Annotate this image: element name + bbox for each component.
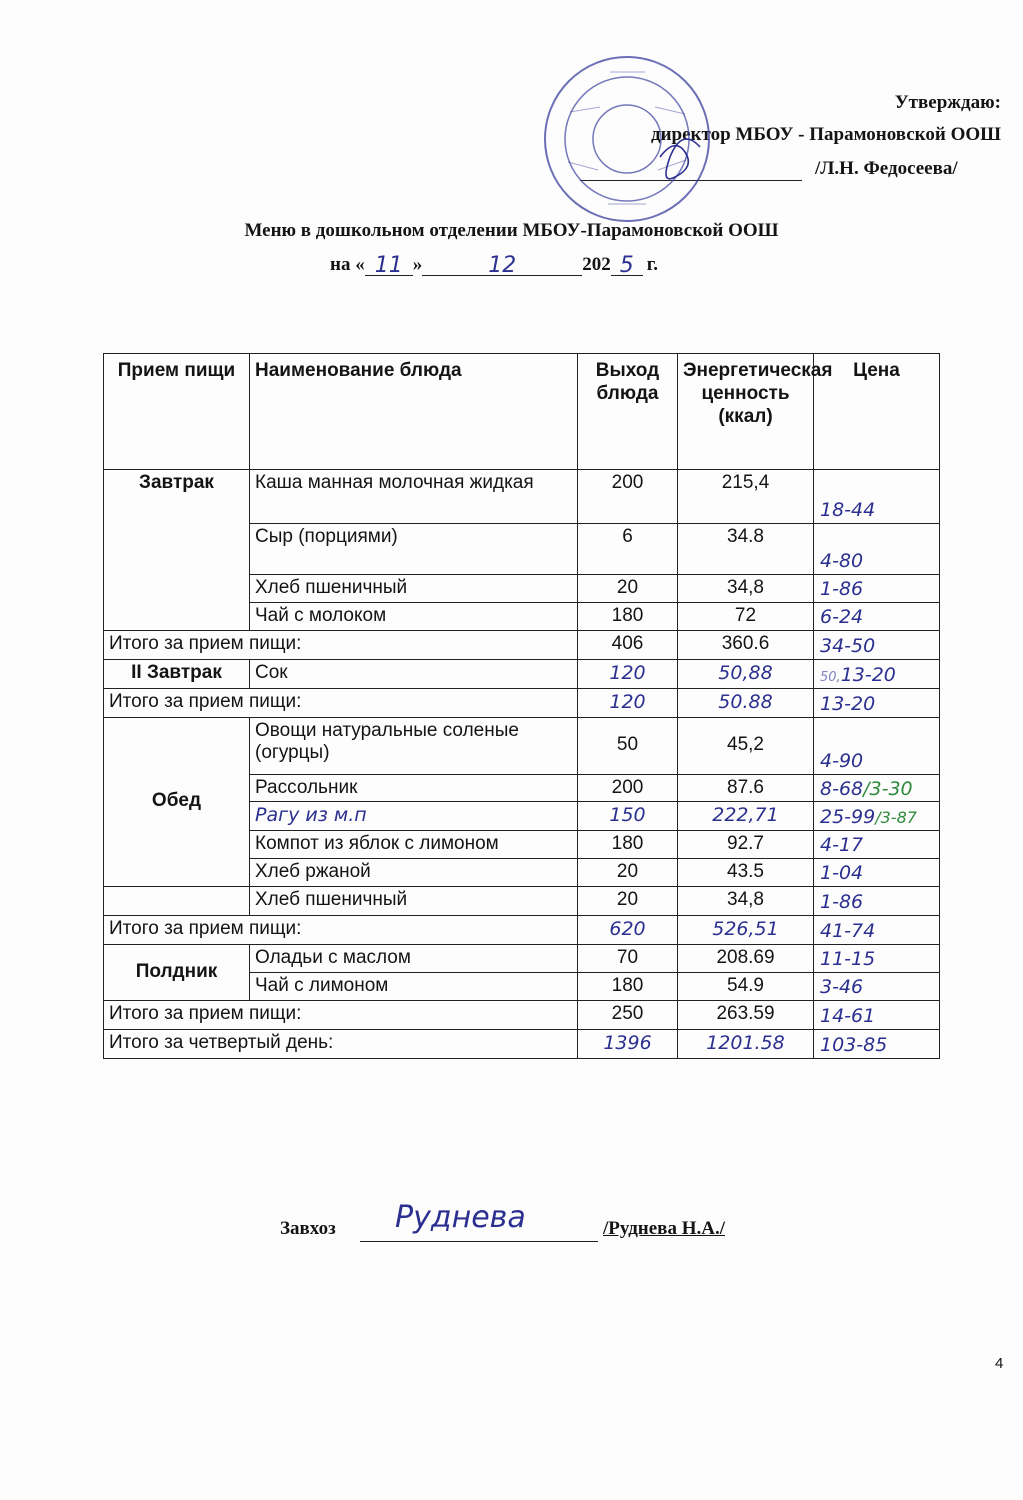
price-value: 18-44 <box>820 499 876 522</box>
dish-cell: Оладьи с маслом <box>250 944 578 972</box>
table-row <box>104 470 940 524</box>
header-portion: Выход блюда <box>578 354 678 470</box>
price-value: 4-90 <box>820 749 864 772</box>
portion-cell: 180 <box>578 602 678 630</box>
price-value: 1-04 <box>820 862 864 885</box>
price-value: 11-15 <box>820 948 876 971</box>
portion-cell <box>578 659 678 688</box>
day-total-price: 103-85 <box>820 1034 888 1057</box>
dish-cell: Каша манная молочная жидкая <box>250 470 578 524</box>
total-price-cell <box>814 688 940 717</box>
energy-cell: 43.5 <box>678 858 814 886</box>
energy-cell: 34,8 <box>678 575 814 603</box>
portion-cell: 200 <box>578 470 678 524</box>
menu-title: Меню в дошкольном отделении МБОУ-Парамоновской ООШ <box>244 220 779 241</box>
table-row <box>104 886 940 915</box>
date-prefix: на « <box>330 254 365 275</box>
total-energy: 526,51 <box>712 917 779 940</box>
meal-lunch: Обед <box>104 717 250 886</box>
date-suffix: г. <box>646 254 658 275</box>
price-cell <box>814 524 940 575</box>
price-cell <box>814 602 940 630</box>
price-cell <box>814 972 940 1000</box>
date-mid: » <box>412 254 423 275</box>
energy-cell: 215,4 <box>678 470 814 524</box>
portion-value: 120 <box>609 661 646 684</box>
price-cell <box>814 802 940 831</box>
header-energy: Энергетическая ценность (ккал) <box>678 354 814 470</box>
energy-cell: 34,8 <box>678 886 814 915</box>
portion-cell: 6 <box>578 524 678 575</box>
day-total-energy: 1201.58 <box>706 1031 785 1054</box>
portion-cell: 70 <box>578 944 678 972</box>
energy-cell: 208.69 <box>678 944 814 972</box>
price-cell <box>814 944 940 972</box>
price-value: 4-17 <box>820 834 864 857</box>
day-total-price-cell <box>814 1029 940 1058</box>
energy-value: 50,88 <box>718 661 773 684</box>
price-value: 8-68 <box>820 777 864 800</box>
dish-cell: Компот из яблок с лимоном <box>250 831 578 859</box>
date-year-digit: 5 <box>619 253 634 278</box>
total-price-cell <box>814 630 940 659</box>
energy-cell: 34.8 <box>678 524 814 575</box>
table-row-total <box>104 688 940 717</box>
day-total-portion-cell <box>578 1029 678 1058</box>
menu-date <box>330 253 658 276</box>
footer-signature: Руднева <box>395 1200 526 1235</box>
dish-cell: Чай с молоком <box>250 602 578 630</box>
price-value: 3-46 <box>820 976 864 999</box>
footer-label: Завхоз <box>280 1218 336 1239</box>
energy-cell: 54.9 <box>678 972 814 1000</box>
total-price: 41-74 <box>820 920 876 943</box>
price-cell <box>814 858 940 886</box>
price-cell <box>814 659 940 688</box>
price-note: 50, <box>820 669 841 685</box>
total-portion: 250 <box>578 1000 678 1029</box>
energy-cell: 45,2 <box>678 717 814 774</box>
dish-cell: Хлеб пшеничный <box>250 575 578 603</box>
dish-cell: Сыр (порциями) <box>250 524 578 575</box>
table-row-total <box>104 1000 940 1029</box>
energy-cell: 92.7 <box>678 831 814 859</box>
portion-value: 150 <box>609 804 646 827</box>
meal-breakfast-2: II Завтрак <box>104 659 250 688</box>
total-price: 13-20 <box>820 692 876 715</box>
header-dish: Наименование блюда <box>250 354 578 470</box>
date-day: 11 <box>374 253 403 278</box>
price-cell <box>814 774 940 802</box>
footer-signature-line <box>360 1241 598 1242</box>
total-price-cell <box>814 1000 940 1029</box>
total-energy: 263.59 <box>678 1000 814 1029</box>
energy-cell: 72 <box>678 602 814 630</box>
school-stamp-icon <box>540 52 715 227</box>
header-price: Цена <box>814 354 940 470</box>
page-number: 4 <box>995 1355 1004 1372</box>
total-energy: 50.88 <box>718 690 773 713</box>
total-portion: 620 <box>609 917 646 940</box>
approval-title: Утверждаю: <box>894 92 1001 113</box>
table-row-total <box>104 915 940 944</box>
price-cell <box>814 470 940 524</box>
date-year-prefix: 202 <box>582 254 611 275</box>
price-value: 1-86 <box>820 891 864 914</box>
energy-cell <box>678 659 814 688</box>
portion-cell: 180 <box>578 831 678 859</box>
energy-cell: 87.6 <box>678 774 814 802</box>
price-cell <box>814 717 940 774</box>
meal-snack: Полдник <box>104 944 250 1000</box>
portion-cell: 50 <box>578 717 678 774</box>
dish-cell: Чай с лимоном <box>250 972 578 1000</box>
table-row-day-total <box>104 1029 940 1058</box>
energy-cell <box>678 802 814 831</box>
date-year-field <box>611 253 643 276</box>
total-label: Итого за прием пищи: <box>104 1000 578 1029</box>
total-portion-cell <box>578 688 678 717</box>
total-label: Итого за прием пищи: <box>104 688 578 717</box>
portion-cell: 200 <box>578 774 678 802</box>
dish-handwritten: Рагу из м.п <box>255 804 367 827</box>
total-portion-cell <box>578 915 678 944</box>
dish-cell: Хлеб ржаной <box>250 858 578 886</box>
total-energy: 360.6 <box>678 630 814 659</box>
dish-cell <box>250 802 578 831</box>
header-meal: Прием пищи <box>104 354 250 470</box>
energy-value: 222,71 <box>712 804 779 827</box>
day-total-label: Итого за четвертый день: <box>104 1029 578 1058</box>
date-month-field <box>422 253 582 276</box>
menu-table <box>103 353 940 1059</box>
total-label: Итого за прием пищи: <box>104 630 578 659</box>
approval-position: директор МБОУ - Парамоновской ООШ <box>650 124 1001 145</box>
total-energy-cell <box>678 915 814 944</box>
day-total-energy-cell <box>678 1029 814 1058</box>
total-portion: 406 <box>578 630 678 659</box>
table-row <box>104 659 940 688</box>
total-label: Итого за прием пищи: <box>104 915 578 944</box>
table-row <box>104 944 940 972</box>
portion-cell: 20 <box>578 886 678 915</box>
date-day-field <box>365 253 413 276</box>
price-extra: /3-87 <box>875 808 917 828</box>
portion-cell: 20 <box>578 575 678 603</box>
footer-name: /Руднева Н.А./ <box>603 1218 725 1239</box>
dish-cell: Хлеб пшеничный <box>250 886 578 915</box>
meal-breakfast: Завтрак <box>104 470 250 631</box>
date-month: 12 <box>488 253 517 278</box>
total-price: 34-50 <box>820 635 876 657</box>
portion-cell: 20 <box>578 858 678 886</box>
portion-cell: 180 <box>578 972 678 1000</box>
price-cell <box>814 831 940 859</box>
total-price-cell <box>814 915 940 944</box>
price-cell <box>814 886 940 915</box>
total-energy-cell <box>678 688 814 717</box>
dish-cell: Рассольник <box>250 774 578 802</box>
meal-empty-cell <box>104 886 250 915</box>
day-total-portion: 1396 <box>603 1031 652 1054</box>
price-cell <box>814 575 940 603</box>
price-value: 4-80 <box>820 550 864 573</box>
price-extra: /3-30 <box>863 777 913 800</box>
price-value: 25-99 <box>820 806 876 829</box>
table-row <box>104 717 940 774</box>
price-value: 1-86 <box>820 578 864 600</box>
price-value: 6-24 <box>820 606 864 628</box>
table-row-total <box>104 630 940 659</box>
approval-name: /Л.Н. Федосеева/ <box>815 158 958 179</box>
total-portion: 120 <box>609 690 646 713</box>
dish-cell: Сок <box>250 659 578 688</box>
portion-cell <box>578 802 678 831</box>
dish-cell: Овощи натуральные соленые (огурцы) <box>250 717 578 774</box>
price-value: 13-20 <box>840 663 896 686</box>
total-price: 14-61 <box>820 1005 876 1028</box>
